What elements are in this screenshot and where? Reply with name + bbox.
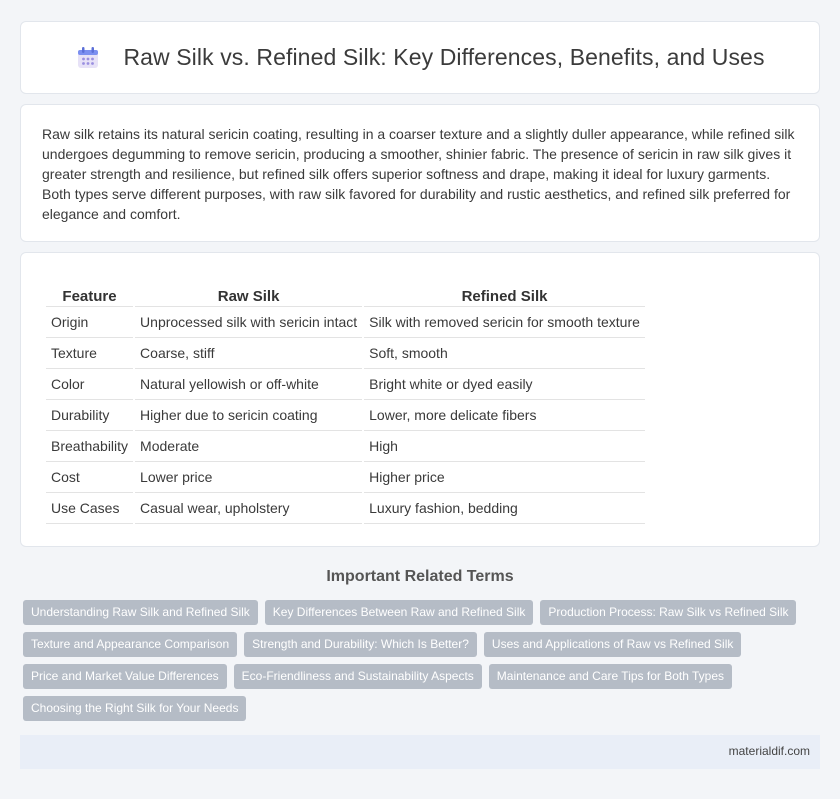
table-cell: Cost: [46, 462, 133, 493]
table-header-row: [46, 283, 645, 307]
related-terms-title: Important Related Terms: [326, 568, 514, 585]
column-header-refined-silk: Refined Silk: [364, 283, 645, 307]
related-term-tag[interactable]: Key Differences Between Raw and Refined Silk: [265, 600, 534, 625]
table-cell: Origin: [46, 307, 133, 338]
table-row: [46, 338, 645, 369]
related-terms-list: [23, 600, 813, 728]
table-cell: Casual wear, upholstery: [135, 493, 362, 524]
related-term-tag[interactable]: Understanding Raw Silk and Refined Silk: [23, 600, 258, 625]
header-content: [21, 22, 819, 93]
related-term-tag[interactable]: Eco-Friendliness and Sustainability Aspects: [234, 664, 482, 689]
related-term-tag[interactable]: Choosing the Right Silk for Your Needs: [23, 696, 246, 721]
table-cell: Higher due to sericin coating: [135, 400, 362, 431]
table-cell: Higher price: [364, 462, 645, 493]
table-cell: Bright white or dyed easily: [364, 369, 645, 400]
table-row: [46, 369, 645, 400]
table-row: [46, 307, 645, 338]
table-row: [46, 462, 645, 493]
table-cell: Color: [46, 369, 133, 400]
header-card: [20, 21, 820, 94]
table-cell: Coarse, stiff: [135, 338, 362, 369]
related-term-tag[interactable]: Production Process: Raw Silk vs Refined Silk: [540, 600, 796, 625]
footer-site-link[interactable]: materialdif.com: [728, 744, 810, 758]
table-cell: Natural yellowish or off-white: [135, 369, 362, 400]
related-term-tag[interactable]: Texture and Appearance Comparison: [23, 632, 237, 657]
calendar-icon: [75, 45, 101, 71]
column-header-feature: Feature: [46, 283, 133, 307]
table-row: [46, 493, 645, 524]
table-cell: High: [364, 431, 645, 462]
table-cell: Breathability: [46, 431, 133, 462]
intro-card: [20, 104, 820, 242]
related-term-tag[interactable]: Strength and Durability: Which Is Better?: [244, 632, 477, 657]
table-cell: Durability: [46, 400, 133, 431]
table-cell: Unprocessed silk with sericin intact: [135, 307, 362, 338]
table-cell: Soft, smooth: [364, 338, 645, 369]
related-term-tag[interactable]: Price and Market Value Differences: [23, 664, 227, 689]
table-cell: Lower, more delicate fibers: [364, 400, 645, 431]
table-row: [46, 431, 645, 462]
comparison-table: [44, 283, 647, 524]
table-row: [46, 400, 645, 431]
table-cell: Moderate: [135, 431, 362, 462]
table-cell: Silk with removed sericin for smooth texture: [364, 307, 645, 338]
table-cell: Luxury fashion, bedding: [364, 493, 645, 524]
related-term-tag[interactable]: Uses and Applications of Raw vs Refined Silk: [484, 632, 741, 657]
comparison-card: [20, 252, 820, 547]
related-term-tag[interactable]: Maintenance and Care Tips for Both Types: [489, 664, 732, 689]
intro-paragraph: Raw silk retains its natural sericin coating, resulting in a coarser texture and a slightly duller appearance, while refined silk undergoes degumming to remove sericin, producing a smoother, shinier fabric. The presence of sericin in raw silk gives it greater strength and resilience, but refined silk offers superior softness and drape, making it ideal for luxury garments. Both types serve different purposes, with raw silk favored for durability and rustic aesthetics, and refined silk preferred for elegance and comfort.: [42, 126, 795, 222]
column-header-raw-silk: Raw Silk: [135, 283, 362, 307]
page-title: Raw Silk vs. Refined Silk: Key Differences, Benefits, and Uses: [123, 44, 765, 70]
table-cell: Lower price: [135, 462, 362, 493]
table-cell: Use Cases: [46, 493, 133, 524]
table-cell: Texture: [46, 338, 133, 369]
footer: [20, 735, 820, 769]
